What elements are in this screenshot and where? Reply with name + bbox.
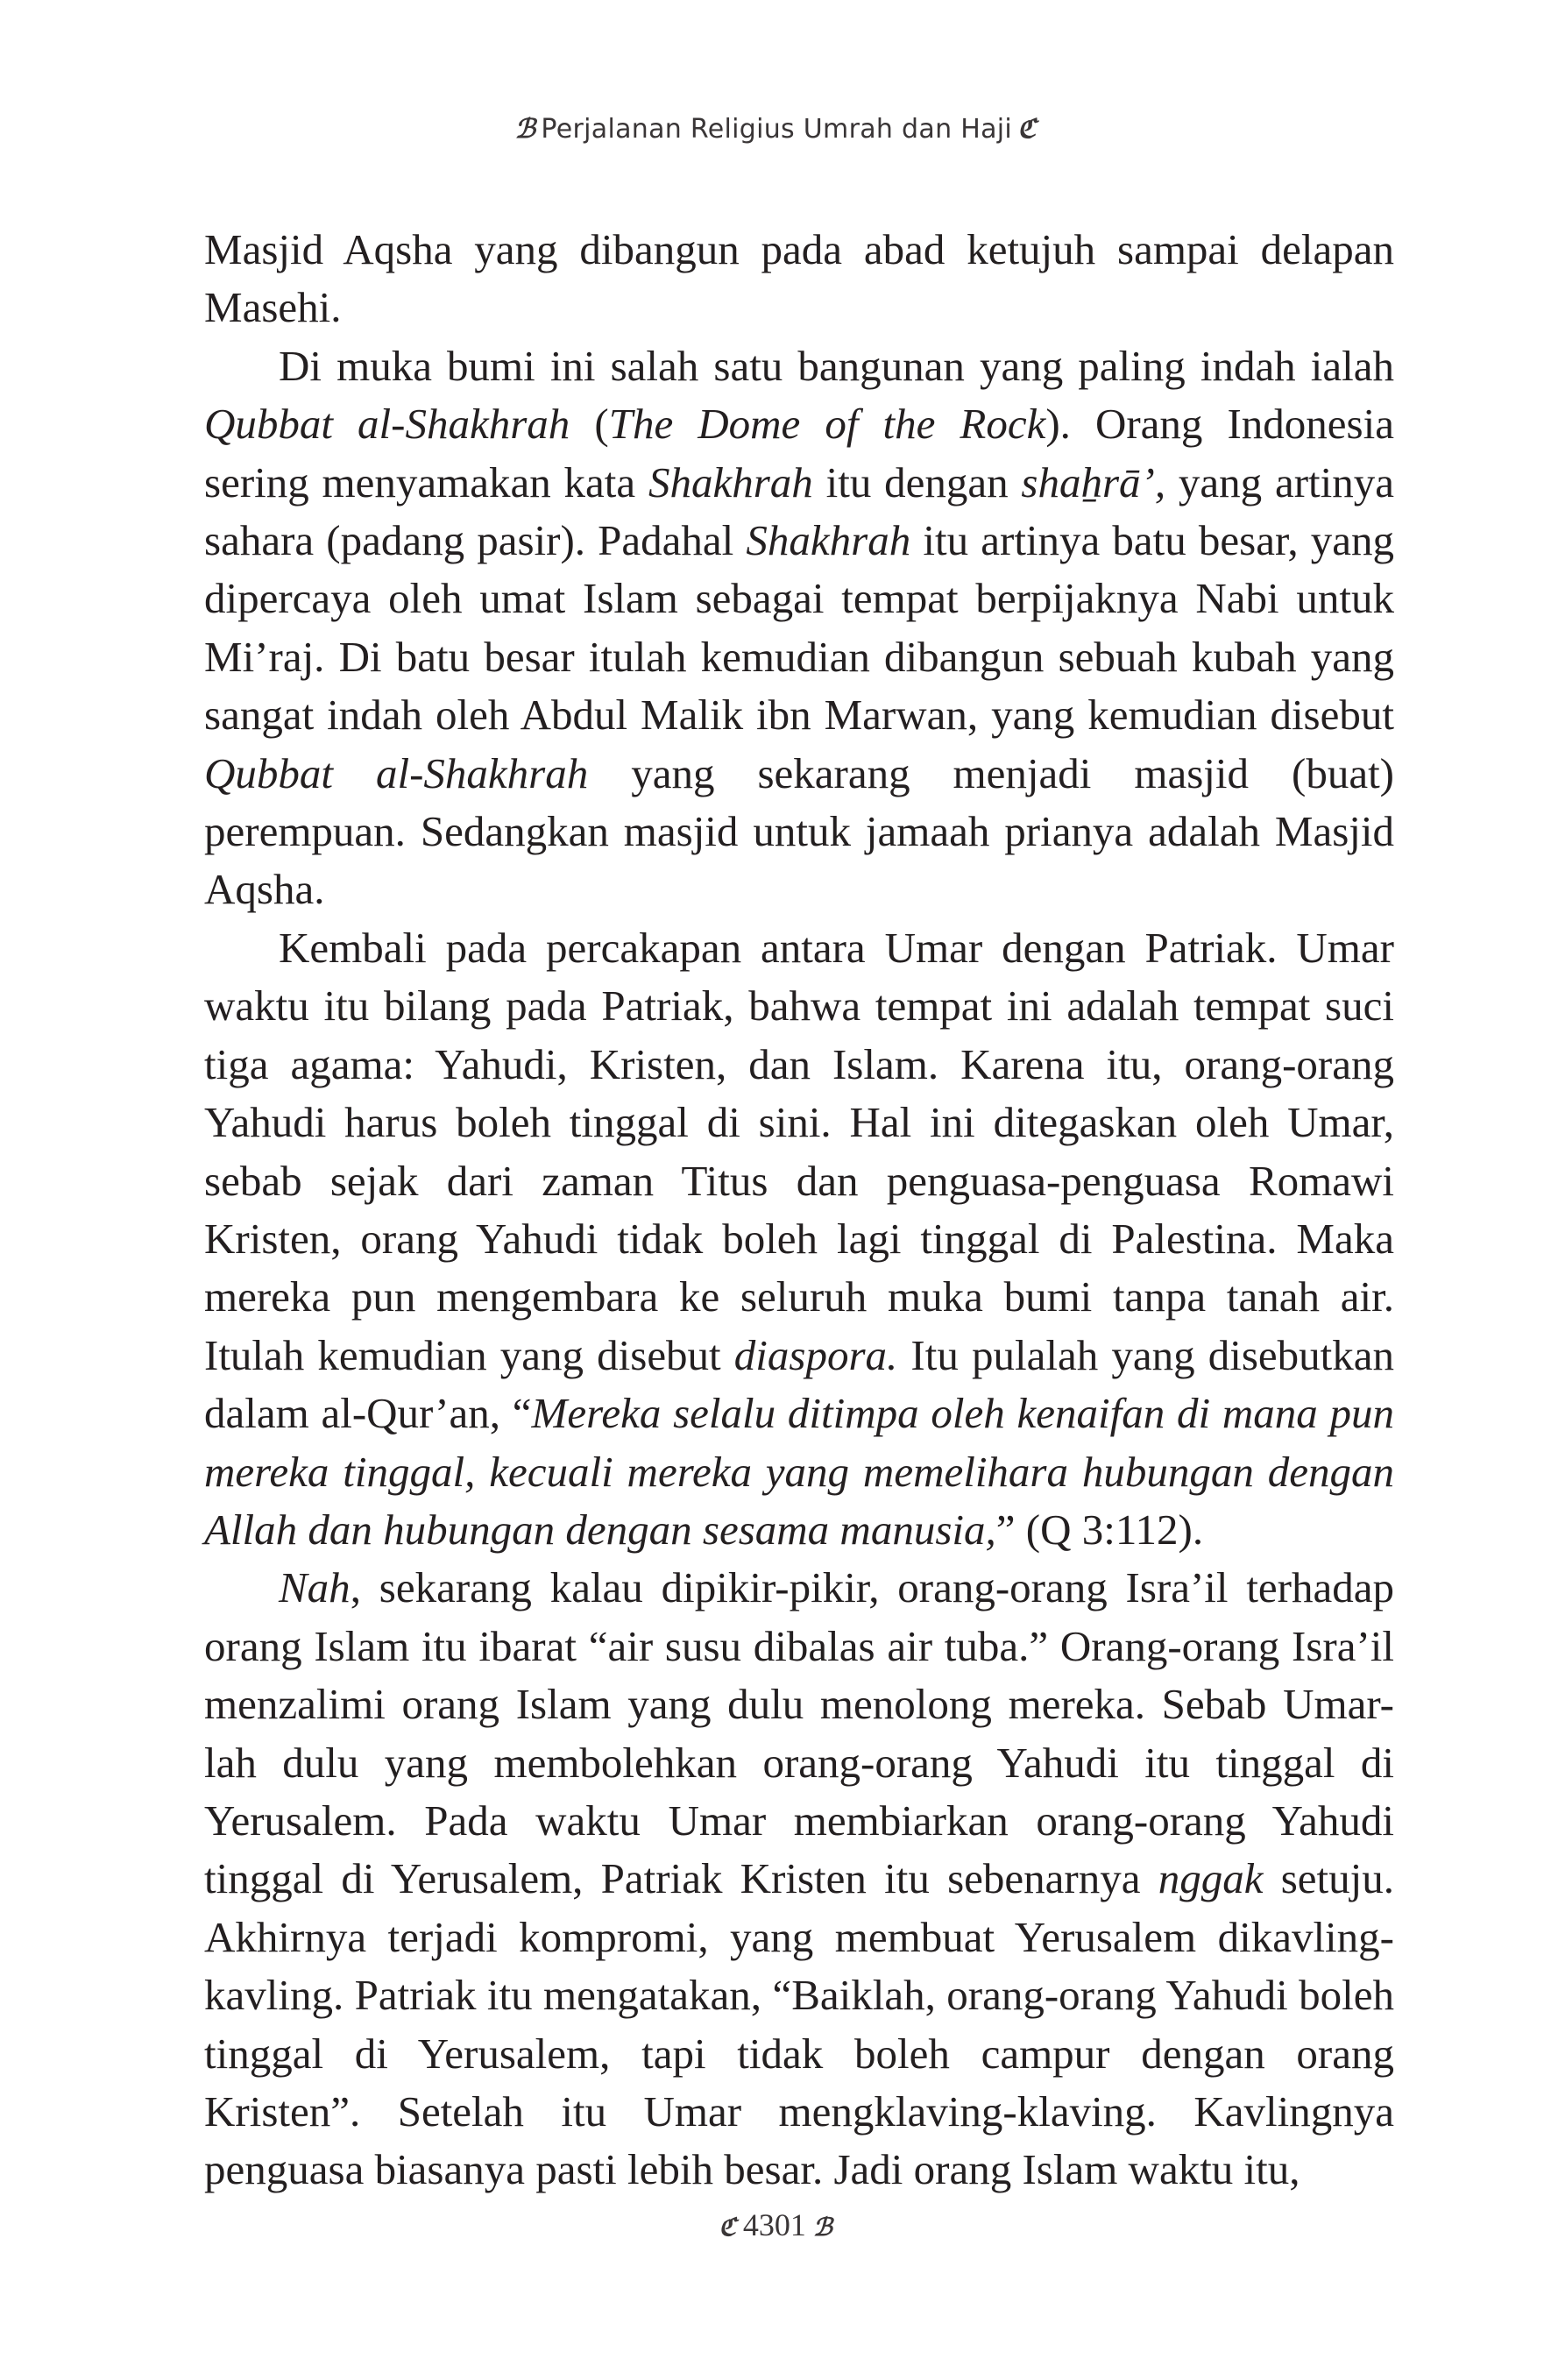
text-run: itu artinya batu besar, yang dipercaya oleh umat Islam sebagai tempat berpijaknya Nabi untuk Mi’raj. Di batu besar itulah kemudian dibangun sebuah kubah yang sangat indah oleh Abdul Malik ibn Marwan, yang kemudian disebut	[204, 516, 1394, 740]
text-run: ). Orang Indonesia sering menyamakan kata	[204, 400, 1394, 506]
text-run: setuju. Akhirnya terjadi kompromi, yang membuat Yerusalem dikavling-kavling. Patriak itu mengatakan, “Baiklah, orang-orang Yahudi boleh tinggal di Yerusalem, tapi tidak boleh campur dengan orang Kristen”. Setelah itu Umar mengklaving-klaving. Kavlingnya penguasa biasanya pasti lebih besar. Jadi orang Islam waktu itu,	[204, 1854, 1394, 2194]
page-number: 4301	[742, 2207, 806, 2242]
italic-text: Mereka selalu ditimpa oleh kenaifan di mana pun mereka tinggal, kecuali mereka yang memelihara hubungan dengan Allah dan hubungan dengan sesama manusia,	[204, 1389, 1394, 1554]
italic-text: The Dome of the Rock	[608, 400, 1046, 449]
italic-text: Shakhrah	[746, 516, 911, 565]
paragraph	[204, 1559, 1394, 2199]
text-run: Di muka bumi ini salah satu bangunan yang paling indah ialah	[279, 341, 1394, 390]
running-header	[0, 114, 1551, 145]
italic-text: Qubbat al-Shakhrah	[204, 400, 570, 449]
text-run: Masjid Aqsha yang dibangun pada abad ketujuh sampai delapan Masehi.	[204, 225, 1394, 332]
text-run: ” (Q 3:112).	[995, 1505, 1204, 1554]
text-run: , sekarang kalau dipikir-pikir, orang-orang Isra’il terhadap orang Islam itu ibarat “air susu dibalas air tuba.” Orang-orang Isra’il menzalimi orang Islam yang dulu menolong mereka. Sebab Umar-lah dulu yang membolehkan orang-orang Yahudi itu tinggal di Yerusalem. Pada waktu Umar membiarkan orang-orang Yahudi tinggal di Yerusalem, Patriak Kristen itu sebenarnya	[204, 1563, 1394, 1903]
text-run: Itu pulalah yang disebutkan dalam al-Qur’an, “	[204, 1330, 1394, 1438]
italic-text: shaẖrā’,	[1021, 457, 1166, 506]
italic-text: Qubbat al-Shakhrah	[204, 748, 589, 797]
header-ornament-left-icon: ℬ	[514, 115, 536, 144]
italic-text: diaspora.	[733, 1330, 898, 1379]
italic-text: Shakhrah	[648, 457, 813, 506]
text-run: yang sekarang menjadi masjid (buat) perempuan. Sedangkan masjid untuk jamaah prianya adalah Masjid Aqsha.	[204, 748, 1395, 914]
footer-ornament-left-icon: ℭ	[719, 2214, 736, 2242]
paragraph	[204, 221, 1394, 337]
header-ornament-right-icon: ℭ	[1017, 115, 1037, 144]
text-run: itu dengan	[812, 457, 1022, 506]
paragraph	[204, 919, 1394, 1559]
header-title: Perjalanan Religius Umrah dan Haji	[541, 114, 1013, 145]
text-run: Kembali pada percakapan antara Umar dengan Patriak. Umar waktu itu bilang pada Patriak, bahwa tempat ini adalah tempat suci tiga agama: Yahudi, Kristen, dan Islam. Karena itu, orang-orang Yahudi harus boleh tinggal di sini. Hal ini ditegaskan oleh Umar, sebab sejak dari zaman Titus dan penguasa-penguasa Romawi Kristen, orang Yahudi tidak boleh lagi tinggal di Palestina. Maka mereka pun mengembara ke seluruh muka bumi tanpa tanah air. Itulah kemudian yang disebut	[204, 923, 1394, 1379]
page-footer	[0, 2206, 1551, 2243]
body-text	[204, 221, 1394, 2199]
footer-ornament-right-icon: ℬ	[812, 2214, 832, 2242]
paragraph	[204, 337, 1394, 919]
italic-text: Nah	[279, 1563, 351, 1612]
text-run: yang artinya sahara (padang pasir). Padahal	[204, 457, 1394, 565]
italic-text: nggak	[1158, 1854, 1264, 1903]
text-run: (	[570, 400, 609, 449]
